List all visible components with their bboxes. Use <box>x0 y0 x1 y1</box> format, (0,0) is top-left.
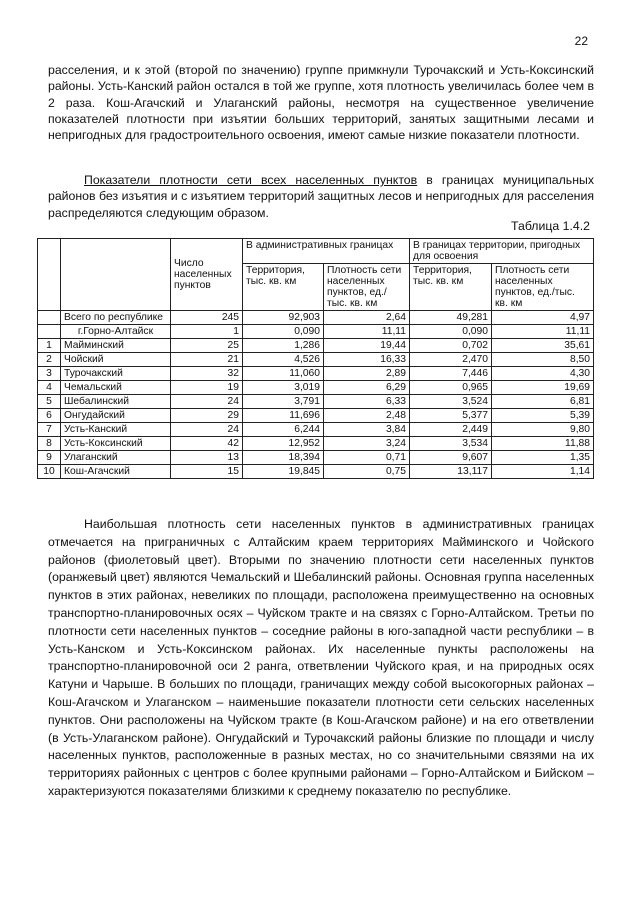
paragraph-2-rest: в границах муниципальных районов без изъятия и с изъятием территорий защитных лесов и непригодных для расселения распределяются следующим образом. <box>48 173 594 220</box>
table-row <box>38 339 594 353</box>
cell-n: 1 <box>38 339 61 353</box>
cell-territory-admin: 11,696 <box>243 409 324 423</box>
cell-density-admin: 11,11 <box>324 325 410 339</box>
cell-name: Усть-Канский <box>61 423 171 437</box>
cell-n: 10 <box>38 465 61 479</box>
cell-density-suitable: 6,81 <box>492 395 594 409</box>
cell-territory-suitable: 0,090 <box>410 325 492 339</box>
cell-territory-suitable: 2,470 <box>410 353 492 367</box>
cell-territory-suitable: 3,534 <box>410 437 492 451</box>
paragraph-1: расселения, и к этой (второй по значению) группе примкнули Турочакский и Усть-Коксинский районы. Усть-Канский район остался в той же группе, хотя плотность увеличилась более чем в 2 раза. Кош-Агачский и Улаганский районы, несмотря на существенное увеличение показателей плотности при изъятии больших территорий, занятых защитными лесами и непригодных для градостроительного освоения, имеют самые низкие показатели плотности. <box>48 63 594 143</box>
cell-territory-admin: 0,090 <box>243 325 324 339</box>
cell-territory-admin: 4,526 <box>243 353 324 367</box>
cell-density-admin: 3,24 <box>324 437 410 451</box>
cell-name: Улаганский <box>61 451 171 465</box>
header-empty-n <box>38 239 61 311</box>
table-row <box>38 381 594 395</box>
paragraph-2-underlined: Показатели плотности сети всех населенных пунктов <box>84 173 418 187</box>
cell-territory-admin: 12,952 <box>243 437 324 451</box>
cell-name: Всего по республике <box>61 311 171 325</box>
cell-count: 32 <box>171 367 243 381</box>
cell-count: 245 <box>171 311 243 325</box>
cell-count: 19 <box>171 381 243 395</box>
cell-count: 29 <box>171 409 243 423</box>
table-caption: Таблица 1.4.2 <box>511 219 590 233</box>
header-density-suitable: Плотность сети населенных пунктов, ед./тыс. кв. км <box>492 264 594 311</box>
table-row <box>38 423 594 437</box>
cell-density-admin: 19,44 <box>324 339 410 353</box>
header-territory-suitable: Территория, тыс. кв. км <box>410 264 492 311</box>
table-row-total <box>38 311 594 325</box>
paragraph-3: Наибольшая плотность сети населенных пунктов в административных границах отмечается на приграничных с Алтайским краем территориях Майминского и Чойского районов (фиолетовый цвет). Вторыми по значению плотности сети населенных пунктов (оранжевый цвет) являются Чемальский и Шебалинский районы. Основная группа населенных пунктов в этих районах, невеликих по площади, расположена преимущественно на основных транспортно-планировочных осях – Чуйском тракте и на связях с Горно-Алтайском. Третьи по плотности сети населенных пунктов – соседние районы в юго-западной части республики – в Усть-Канском и Усть-Коксинском районах. Их населенные пункты расположены на транспортно-планировочной оси 2 ранга, ответвлении Чуйского края, и на природных осях Катуни и Чарыше. В больших по площади, граничащих между собой высокогорных районах – Кош-Агачском и Улаганском – наименьшие показатели плотности сети сельских населенных пунктов. Они расположены на Чуйском тракте (в Кош-Агачском районе) и на его ответвлении (в Усть-Улаганском районе). Онгудайский и Турочакский районы близкие по площади и числу населенных пунктов, расположенные в разных местах, но со значительными связями на их территориях районных с центров с более крупными районами – Горно-Алтайском и Бийском – характеризуются показателями близкими к среднему показателю по республике. <box>48 517 594 798</box>
cell-density-suitable: 35,61 <box>492 339 594 353</box>
cell-name: г.Горно-Алтайск <box>61 325 171 339</box>
cell-territory-suitable: 49,281 <box>410 311 492 325</box>
cell-density-admin: 6,29 <box>324 381 410 395</box>
cell-territory-suitable: 2,449 <box>410 423 492 437</box>
cell-name: Чойский <box>61 353 171 367</box>
cell-density-suitable: 9,80 <box>492 423 594 437</box>
cell-n: 5 <box>38 395 61 409</box>
table-row <box>38 367 594 381</box>
cell-name: Кош-Агачский <box>61 465 171 479</box>
cell-name: Чемальский <box>61 381 171 395</box>
cell-territory-suitable: 0,965 <box>410 381 492 395</box>
header-empty-name <box>61 239 171 311</box>
cell-n: 4 <box>38 381 61 395</box>
cell-density-admin: 2,48 <box>324 409 410 423</box>
cell-density-admin: 3,84 <box>324 423 410 437</box>
paragraph-2 <box>48 172 594 221</box>
cell-territory-admin: 18,394 <box>243 451 324 465</box>
cell-density-admin: 6,33 <box>324 395 410 409</box>
cell-density-admin: 2,89 <box>324 367 410 381</box>
cell-n: 2 <box>38 353 61 367</box>
table-row <box>38 409 594 423</box>
cell-n <box>38 325 61 339</box>
cell-territory-admin: 11,060 <box>243 367 324 381</box>
cell-count: 42 <box>171 437 243 451</box>
cell-name: Майминский <box>61 339 171 353</box>
header-territory-admin: Территория, тыс. кв. км <box>243 264 324 311</box>
cell-territory-suitable: 3,524 <box>410 395 492 409</box>
cell-name: Онгудайский <box>61 409 171 423</box>
cell-territory-suitable: 13,117 <box>410 465 492 479</box>
header-count: Число населенных пунктов <box>171 239 243 311</box>
cell-count: 21 <box>171 353 243 367</box>
cell-n: 7 <box>38 423 61 437</box>
cell-count: 1 <box>171 325 243 339</box>
cell-territory-suitable: 0,702 <box>410 339 492 353</box>
cell-density-suitable: 8,50 <box>492 353 594 367</box>
table-row <box>38 437 594 451</box>
cell-n: 8 <box>38 437 61 451</box>
cell-density-admin: 0,71 <box>324 451 410 465</box>
cell-count: 13 <box>171 451 243 465</box>
cell-density-admin: 0,75 <box>324 465 410 479</box>
cell-territory-admin: 1,286 <box>243 339 324 353</box>
table-header-row-1 <box>38 239 594 264</box>
cell-n: 3 <box>38 367 61 381</box>
cell-name: Усть-Коксинский <box>61 437 171 451</box>
cell-density-suitable: 4,97 <box>492 311 594 325</box>
header-suitable: В границах территории, пригодных для освоения <box>410 239 594 264</box>
table-row <box>38 395 594 409</box>
page-number: 22 <box>574 34 588 48</box>
table-row <box>38 353 594 367</box>
cell-density-suitable: 19,69 <box>492 381 594 395</box>
table-row <box>38 465 594 479</box>
cell-name: Турочакский <box>61 367 171 381</box>
cell-density-admin: 2,64 <box>324 311 410 325</box>
cell-territory-admin: 3,019 <box>243 381 324 395</box>
cell-n: 6 <box>38 409 61 423</box>
table-row <box>38 451 594 465</box>
cell-territory-admin: 19,845 <box>243 465 324 479</box>
cell-count: 25 <box>171 339 243 353</box>
cell-count: 15 <box>171 465 243 479</box>
cell-name: Шебалинский <box>61 395 171 409</box>
header-admin: В административных границах <box>243 239 410 264</box>
cell-count: 24 <box>171 423 243 437</box>
density-table <box>37 238 594 479</box>
cell-territory-admin: 92,903 <box>243 311 324 325</box>
cell-density-suitable: 11,11 <box>492 325 594 339</box>
cell-count: 24 <box>171 395 243 409</box>
cell-density-suitable: 5,39 <box>492 409 594 423</box>
header-density-admin: Плотность сети населенных пунктов, ед./тыс. кв. км <box>324 264 410 311</box>
cell-territory-suitable: 5,377 <box>410 409 492 423</box>
cell-n: 9 <box>38 451 61 465</box>
cell-density-suitable: 11,88 <box>492 437 594 451</box>
cell-density-suitable: 1,14 <box>492 465 594 479</box>
cell-territory-admin: 3,791 <box>243 395 324 409</box>
cell-density-admin: 16,33 <box>324 353 410 367</box>
cell-density-suitable: 4,30 <box>492 367 594 381</box>
cell-territory-admin: 6,244 <box>243 423 324 437</box>
cell-n <box>38 311 61 325</box>
cell-territory-suitable: 9,607 <box>410 451 492 465</box>
cell-territory-suitable: 7,446 <box>410 367 492 381</box>
table-row-city <box>38 325 594 339</box>
cell-density-suitable: 1,35 <box>492 451 594 465</box>
